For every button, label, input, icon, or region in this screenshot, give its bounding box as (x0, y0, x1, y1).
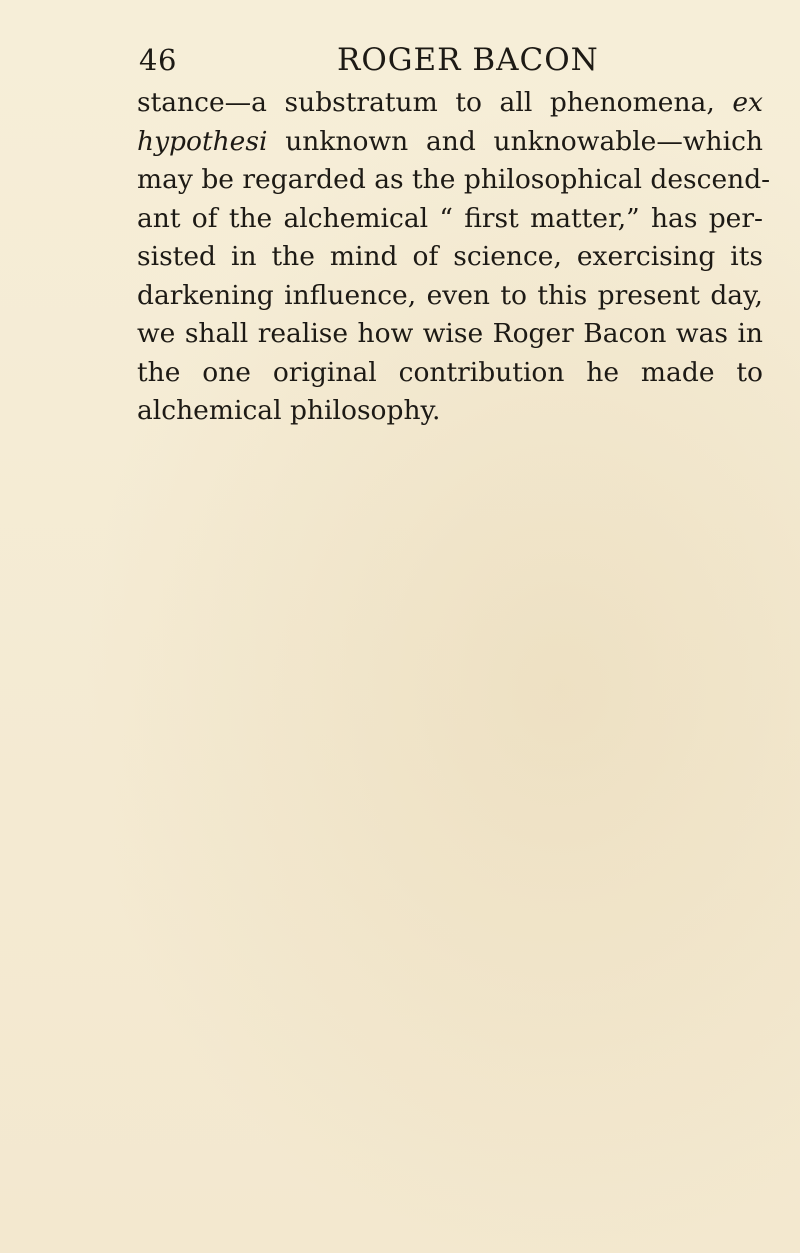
text-line: ant of the alchemical “ first matter,” has per- (137, 202, 763, 234)
text-line: darkening influence, even to this present day, (137, 279, 763, 311)
text-line: stance—a substratum to all phenomena, ex (137, 87, 763, 118)
text-line: the one original contribution he made to (137, 356, 763, 388)
page-header (137, 38, 763, 82)
running-head: ROGER BACON (337, 42, 599, 78)
text-line: alchemical philosophy. (137, 395, 441, 426)
body-text (137, 84, 771, 431)
text-line: sisted in the mind of science, exercising its (137, 241, 763, 272)
page-number: 46 (139, 43, 177, 77)
text-line: may be regarded as the philosophical descend- (137, 164, 771, 195)
text-line: hypothesi unknown and unknowable—which (137, 125, 763, 157)
text-line: we shall realise how wise Roger Bacon was in (137, 318, 763, 349)
